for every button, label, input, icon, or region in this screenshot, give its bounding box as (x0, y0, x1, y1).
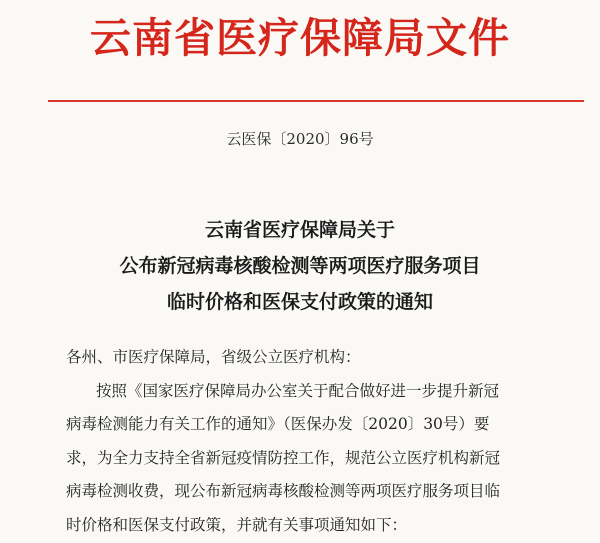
red-divider-line (48, 100, 584, 102)
notice-title-line: 临时价格和医保支付政策的通知 (166, 291, 433, 313)
body-paragraph (66, 375, 586, 543)
document-number: 云医保〔2020〕96号 (226, 130, 374, 148)
body-line: 按照《国家医疗保障局办公室关于配合做好进一步提升新冠 (96, 381, 500, 400)
salutation: 各州、市医疗保障局，省级公立医疗机构： (66, 348, 361, 366)
body-line: 求，为全力支持全省新冠疫情防控工作，规范公立医疗机构新冠 (66, 448, 501, 467)
notice-body (66, 341, 586, 543)
body-line: 时价格和医保支付政策，并就有关事项通知如下： (66, 515, 408, 534)
notice-title-line: 公布新冠病毒核酸检测等两项医疗服务项目 (119, 255, 481, 277)
issuer-header-title: 云南省医疗保障局文件 (90, 14, 510, 62)
notice-title (0, 212, 600, 320)
body-line: 病毒检测能力有关工作的通知》（医保办发〔2020〕30号）要 (66, 415, 490, 434)
notice-title-line: 云南省医疗保障局关于 (204, 219, 395, 241)
body-line: 病毒检测收费，现公布新冠病毒核酸检测等两项医疗服务项目临 (66, 482, 501, 501)
